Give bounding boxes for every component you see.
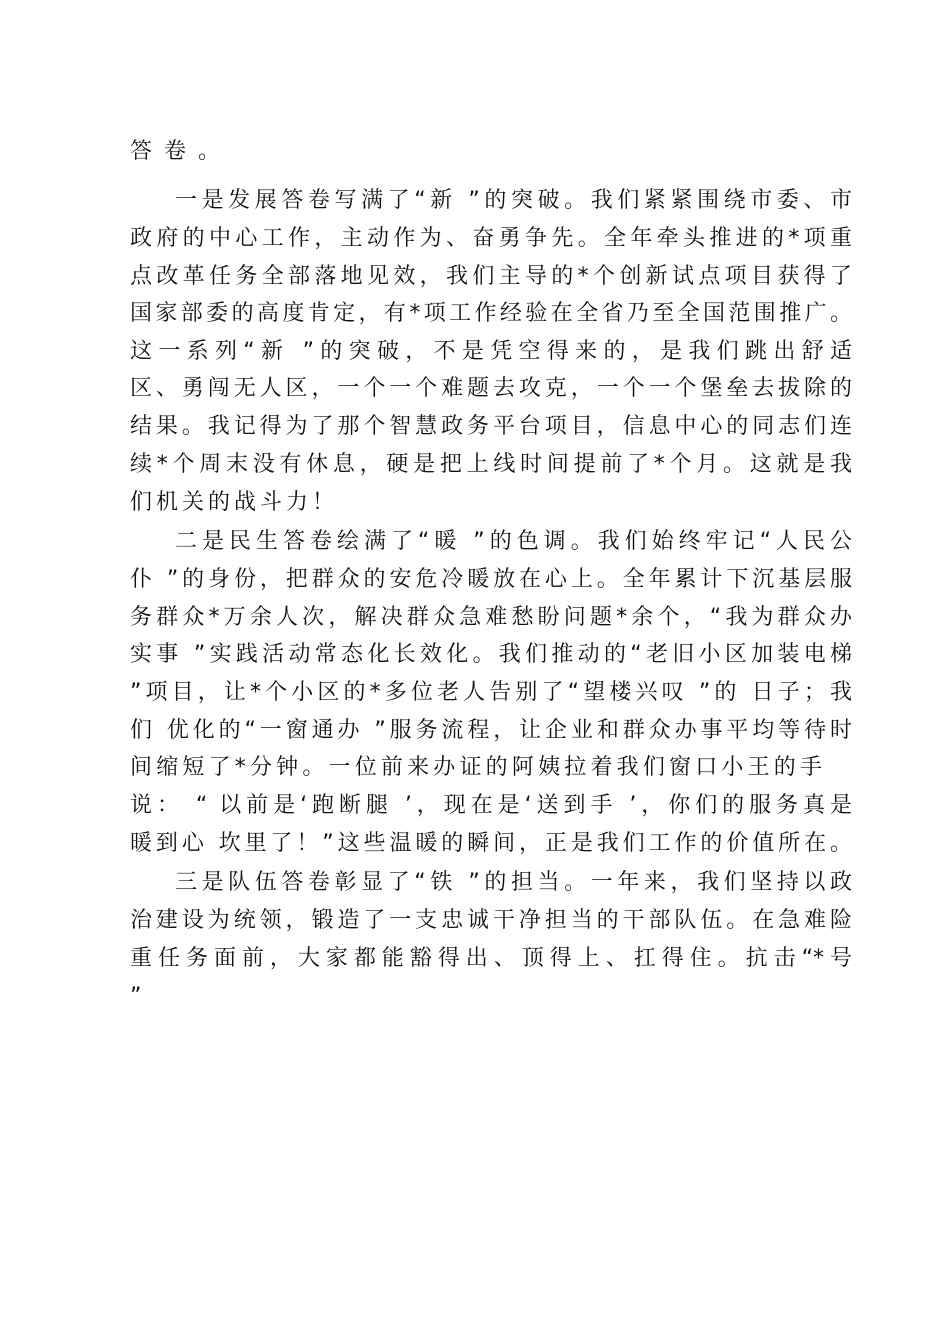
text-line: 间缩短了*分钟。一位前来办证的阿姨拉着我们窗口小王的手	[130, 755, 822, 780]
text-line: 答卷。	[130, 139, 233, 164]
text-line: ”	[130, 984, 154, 1009]
text-line: 实事 ”实践活动常态化长效化。我们推动的“老旧小区加装电梯	[130, 642, 852, 667]
text-line: 务群众*万余人次，解决群众急难愁盼问题*余个，“我为群众办	[130, 605, 852, 630]
text-line: 说： “ 以前是‘跑断腿 ’，现在是‘送到手 ’，你们的服务真是	[130, 793, 852, 818]
text-line: 续*个周末没有休息，硬是把上线时间提前了*个月。这就是我	[130, 452, 852, 477]
text-line: 这一系列“新 ”的突破，不是凭空得来的，是我们跳出舒适	[130, 339, 852, 364]
text-line: 们机关的战斗力！	[130, 490, 339, 515]
text-line: ”项目，让*个小区的*多位老人告别了“望楼兴叹 ”的 日子；我	[130, 680, 852, 705]
text-line: 治建设为统领，锻造了一支忠诚干净担当的干部队伍。在急难险	[130, 908, 852, 933]
text-line: 结果。我记得为了那个智慧政务平台项目，信息中心的同志们连	[130, 414, 852, 439]
paragraph-1-start: 一是发展答卷写满了“新 ”的突破。我们紧紧围绕市委、市	[175, 188, 852, 213]
text-line: 政府的中心工作，主动作为、奋勇争先。全年牵头推进的*项重	[130, 226, 852, 251]
paragraph-3-start: 三是队伍答卷彰显了“铁 ”的担当。一年来，我们坚持以政	[175, 870, 852, 895]
text-line: 点改革任务全部落地见效，我们主导的*个创新试点项目获得了	[130, 264, 852, 289]
text-line: 区、勇闯无人区，一个一个难题去攻克，一个一个堡垒去拔除的	[130, 376, 852, 401]
paragraph-2-start: 二是民生答卷绘满了“暖 ”的色调。我们始终牢记“人民公	[175, 529, 852, 554]
text-line: 重任务面前，大家都能豁得出、顶得上、扛得住。抗击“*号	[130, 946, 852, 971]
text-line: 仆 ”的身份，把群众的安危冷暖放在心上。全年累计下沉基层服	[130, 567, 852, 592]
text-line: 国家部委的高度肯定，有*项工作经验在全省乃至全国范围推广。	[130, 301, 852, 326]
text-line: 们 优化的“一窗通办 ”服务流程，让企业和群众办事平均等待时	[130, 718, 852, 743]
text-line: 暖到心 坎里了！”这些温暖的瞬间，正是我们工作的价值所在。	[130, 831, 852, 856]
